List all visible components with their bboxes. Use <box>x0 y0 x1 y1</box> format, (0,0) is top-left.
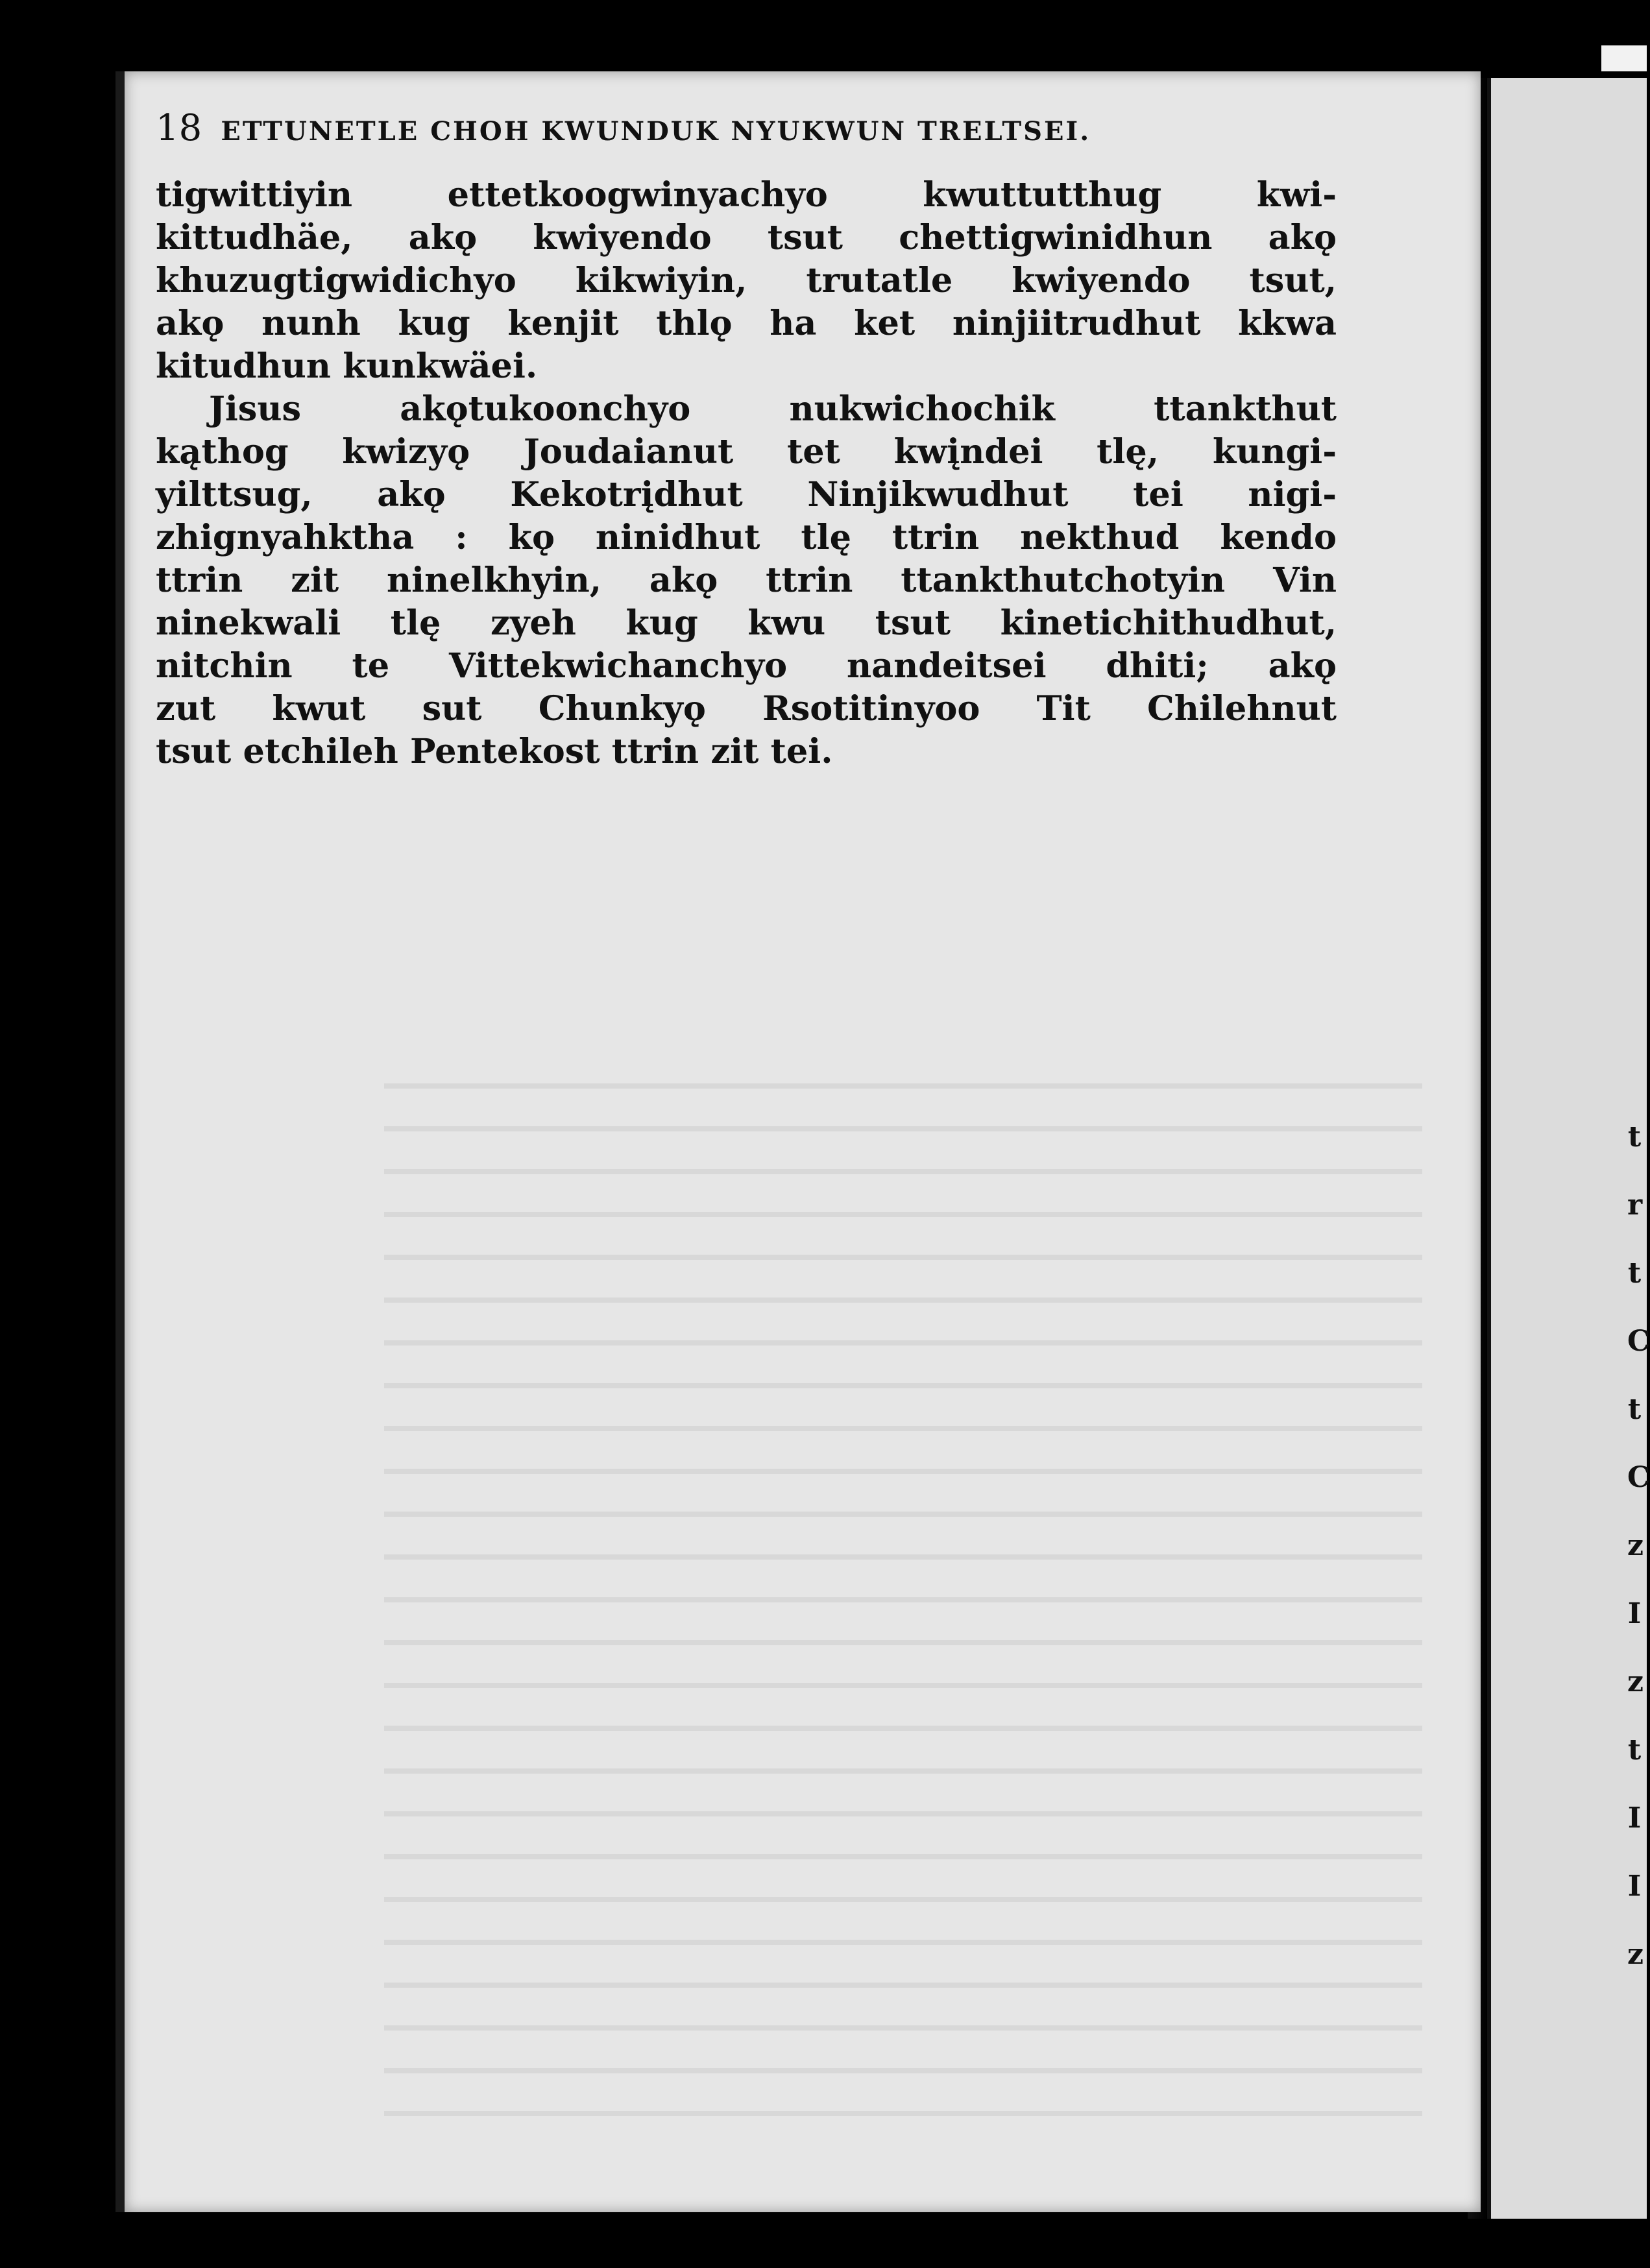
text-line: ninekwali tlę zyeh kug kwu tsut kinetichithudhut, <box>156 603 1337 643</box>
facing-letter: z <box>1627 1529 1644 1562</box>
facing-letter: t <box>1627 1257 1642 1290</box>
facing-letter: I <box>1627 1802 1642 1835</box>
running-head: ETTUNETLE CHOH KWUNDUK NYUKWUN TRELTSEI. <box>221 116 1091 147</box>
text-line: nitchin te Vittekwichanchyo nandeitsei dhiti; akǫ <box>156 646 1337 686</box>
facing-letter: t <box>1627 1393 1642 1426</box>
facing-letter: z <box>1627 1665 1644 1698</box>
text-line: akǫ nunh kug kenjit thlǫ ha ket ninjiitrudhut kkwa <box>156 304 1337 343</box>
text-line: kąthog kwizyǫ Joudaianut tet kwįndei tlę, kungi- <box>156 432 1337 472</box>
text-line: Jisus akǫtukoonchyo nukwichochik ttankthut <box>209 389 1337 429</box>
facing-letter: C <box>1627 1325 1650 1358</box>
facing-letter: r <box>1627 1188 1643 1222</box>
facing-letter: C <box>1627 1461 1650 1494</box>
facing-letter: t <box>1627 1733 1642 1767</box>
body-text <box>156 174 1337 773</box>
text-line: yilttsug, akǫ Kekotrįdhut Ninjikwudhut tei nigi- <box>156 475 1337 514</box>
text-line: zut kwut sut Chunkyǫ Rsotitinyoo Tit Chilehnut <box>156 689 1337 729</box>
text-line: kittudhäe, akǫ kwiyendo tsut chettigwinidhun akǫ <box>156 218 1337 258</box>
facing-letter: I <box>1627 1870 1642 1903</box>
text-line: ttrin zit ninelkhyin, akǫ ttrin ttankthutchotyin Vin <box>156 561 1337 600</box>
paragraph-2 <box>156 388 1337 773</box>
page-number: 18 <box>156 107 202 149</box>
text-line: khuzugtigwidichyo kikwiyin, trutatle kwiyendo tsut, <box>156 261 1337 300</box>
facing-page-edge <box>1487 78 1650 2219</box>
show-through-texture <box>384 1083 1422 2121</box>
paper-tab <box>1601 45 1647 71</box>
facing-letter: z <box>1627 1938 1644 1971</box>
text-line: tsut etchileh Pentekost ttrin zit tei. <box>156 732 833 771</box>
facing-page-letters <box>1627 1103 1650 1988</box>
page-header <box>156 107 1337 149</box>
text-line: tigwittiyin ettetkoogwinyachyo kwuttutthug kwi- <box>156 175 1337 215</box>
paragraph-1 <box>156 174 1337 388</box>
text-line: kitudhun kunkwäei. <box>156 346 538 386</box>
facing-letter: t <box>1627 1120 1642 1153</box>
facing-letter: I <box>1627 1597 1642 1630</box>
text-line: zhignyahktha : kǫ ninidhut tlę ttrin nekthud kendo <box>156 518 1337 557</box>
